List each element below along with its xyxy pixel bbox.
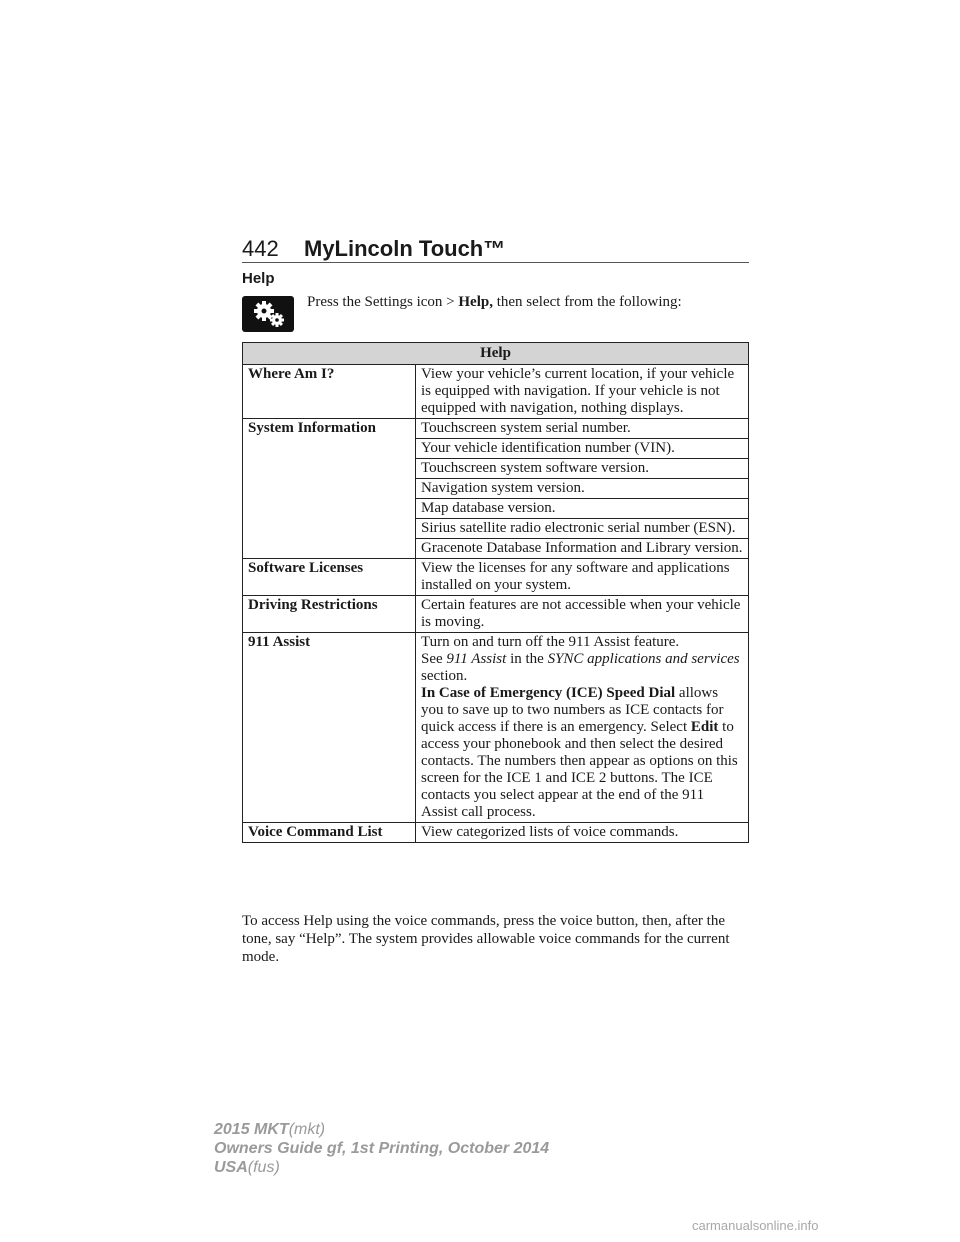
system-info-item: Gracenote Database Information and Library version. bbox=[416, 539, 749, 559]
ref-911-assist: 911 Assist bbox=[446, 651, 507, 667]
table-row bbox=[243, 365, 749, 419]
table-row bbox=[243, 596, 749, 633]
description-where-am-i: View your vehicle’s current location, if your vehicle is equipped with navigation. If your vehicle is not equipped with navigation, nothing displays. bbox=[416, 365, 749, 419]
system-info-item: Touchscreen system software version. bbox=[416, 459, 749, 479]
description-911-assist: Turn on and turn off the 911 Assist feature. See 911 Assist in the SYNC applications and services section. In Case of Emergency (ICE) Speed Dial allows you to save up to two numbers as ICE contacts for quick access if there is an emergency. Select Edit to access your phonebook and then select the desired contacts. The numbers then appear as options on this screen for the ICE 1 and ICE 2 buttons. The ICE contacts you select appear at the end of the 911 Assist call process. bbox=[416, 633, 749, 823]
table-row bbox=[243, 633, 749, 823]
feature-software-licenses: Software Licenses bbox=[243, 559, 416, 596]
watermark: carmanualsonline.info bbox=[692, 1218, 819, 1233]
ref-sync-section: SYNC applications and services bbox=[547, 651, 740, 667]
intro-text: Press the Settings icon > Help, then select from the following: bbox=[307, 294, 682, 310]
description-driving-restrictions: Certain features are not accessible when your vehicle is moving. bbox=[416, 596, 749, 633]
system-info-item: Touchscreen system serial number. bbox=[416, 419, 749, 439]
system-info-item: Sirius satellite radio electronic serial number (ESN). bbox=[416, 519, 749, 539]
table-row bbox=[243, 419, 749, 439]
closing-paragraph: To access Help using the voice commands, press the voice button, then, after the tone, say “Help”. The system provides allowable voice commands for the current mode. bbox=[242, 913, 730, 965]
feature-driving-restrictions: Driving Restrictions bbox=[243, 596, 416, 633]
document-footer: 2015 MKT(mkt) Owners Guide gf, 1st Printing, October 2014 USA(fus) bbox=[214, 1121, 550, 1176]
feature-voice-command-list: Voice Command List bbox=[243, 823, 416, 843]
system-info-item: Navigation system version. bbox=[416, 479, 749, 499]
edit-label: Edit bbox=[690, 719, 719, 735]
system-info-item: Your vehicle identification number (VIN). bbox=[416, 439, 749, 459]
ice-heading: In Case of Emergency (ICE) Speed Dial bbox=[421, 685, 676, 701]
page-header bbox=[242, 236, 749, 263]
feature-911-assist: 911 Assist bbox=[243, 633, 416, 823]
description-software-licenses: View the licenses for any software and applications installed on your system. bbox=[416, 559, 749, 596]
chapter-title: MyLincoln Touch™ bbox=[304, 236, 506, 261]
table-caption-row bbox=[243, 343, 749, 365]
page-number: 442 bbox=[242, 236, 279, 261]
settings-gear-icon bbox=[242, 296, 294, 332]
table-caption: Help bbox=[243, 343, 749, 365]
system-info-item: Map database version. bbox=[416, 499, 749, 519]
feature-where-am-i: Where Am I? bbox=[243, 365, 416, 419]
help-table bbox=[242, 342, 749, 843]
section-title: Help bbox=[242, 270, 275, 287]
help-menu-label: Help, bbox=[458, 294, 493, 310]
table-row bbox=[243, 823, 749, 843]
feature-system-information: System Information bbox=[243, 419, 416, 559]
table-row bbox=[243, 559, 749, 596]
description-voice-command-list: View categorized lists of voice commands. bbox=[416, 823, 749, 843]
